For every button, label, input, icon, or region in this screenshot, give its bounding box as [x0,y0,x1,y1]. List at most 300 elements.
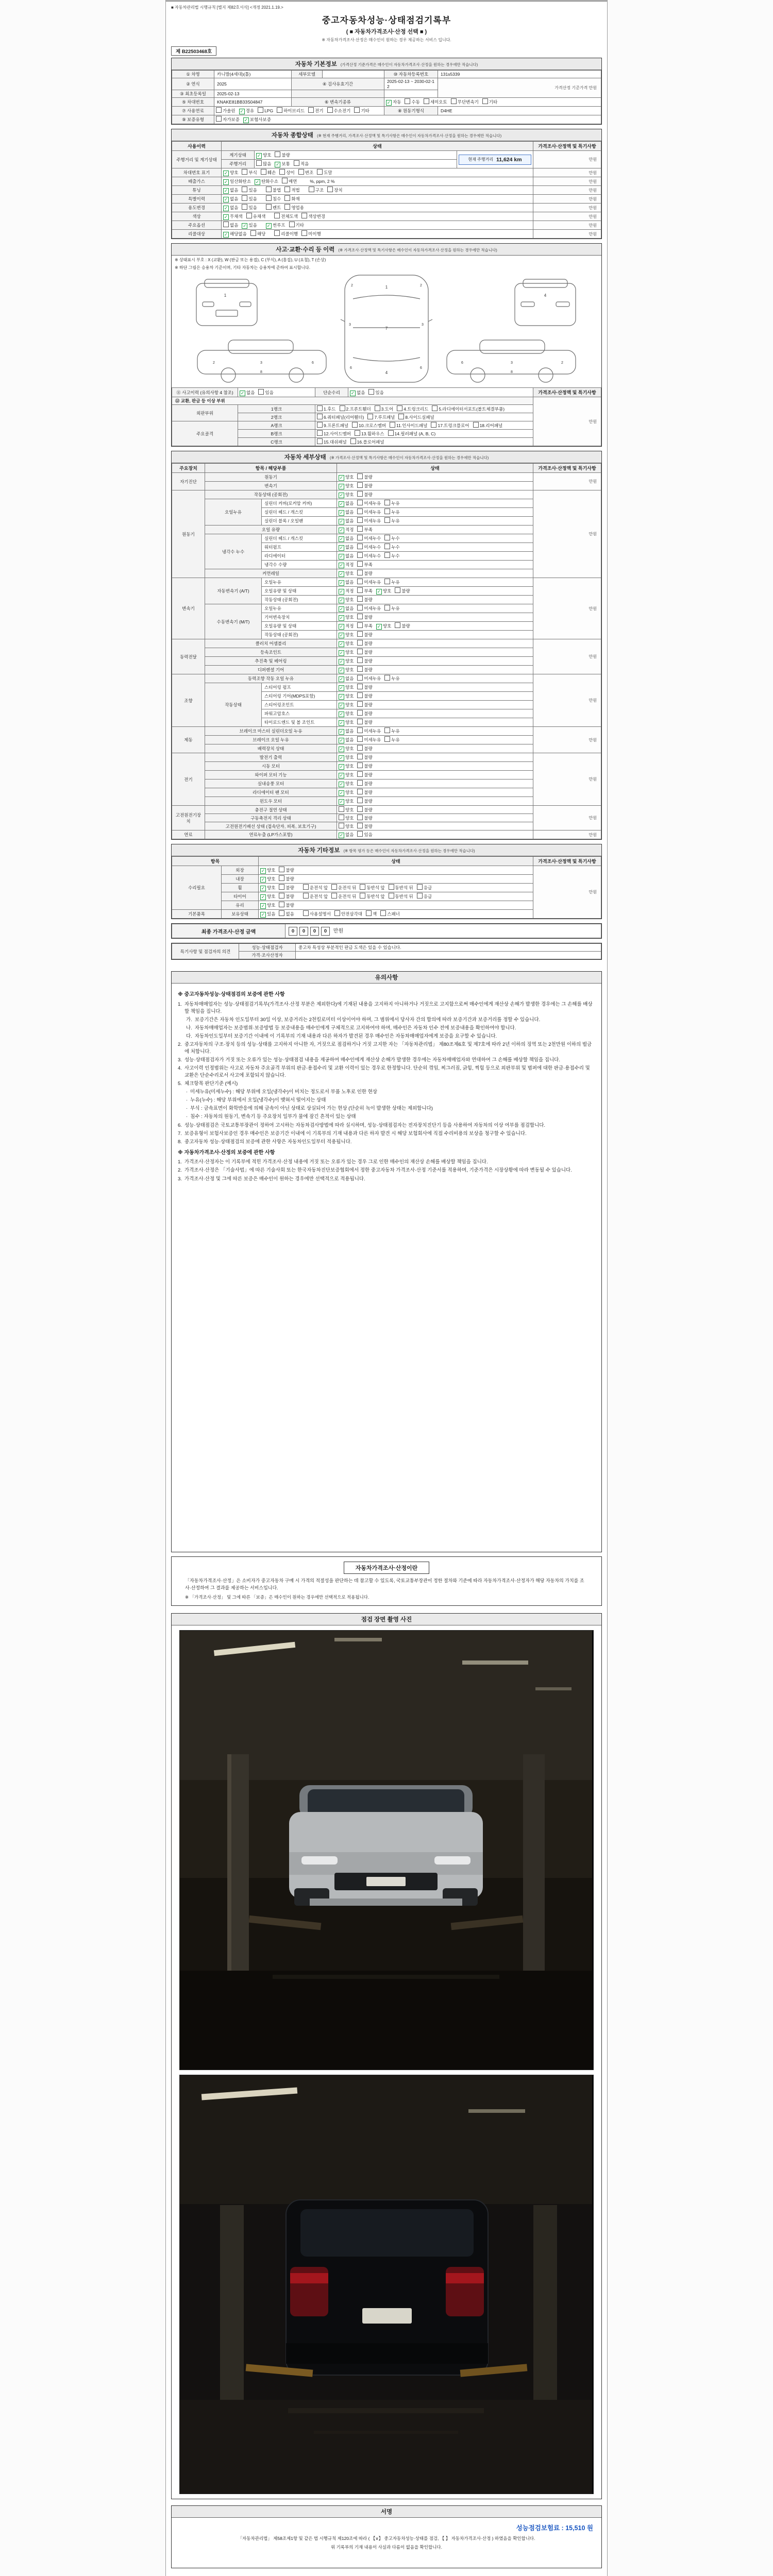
checkbox-option[interactable] [357,831,372,838]
checkbox-box[interactable] [284,195,290,201]
checkbox-box[interactable] [317,169,323,175]
checkbox-box[interactable]: ✓ [339,475,344,480]
checkbox-box[interactable]: ✓ [339,519,344,524]
checkbox-box[interactable] [395,587,400,593]
checkbox-box[interactable]: ✓ [339,755,344,760]
checkbox-option[interactable] [289,222,304,228]
checkbox-option[interactable] [266,222,285,229]
checkbox-box[interactable]: ✓ [377,589,381,594]
checkbox-option[interactable] [339,483,354,489]
checkbox-option[interactable] [384,509,399,515]
checkbox-box[interactable] [357,727,363,733]
checkbox-option[interactable] [357,526,372,533]
checkbox-option[interactable] [339,815,354,821]
checkbox-option[interactable] [384,544,399,550]
checkbox-box[interactable] [250,230,256,236]
checkbox-option[interactable] [284,195,299,202]
checkbox-box[interactable] [331,893,337,899]
checkbox-box[interactable] [279,902,284,907]
checkbox-option[interactable] [260,867,275,874]
checkbox-box[interactable] [246,213,252,218]
checkbox-box[interactable] [258,389,264,395]
checkbox-box[interactable]: ✓ [339,484,344,489]
checkbox-option[interactable] [260,902,275,909]
checkbox-option[interactable] [260,885,275,891]
checkbox-box[interactable] [327,187,333,192]
checkbox-option[interactable] [357,754,372,760]
checkbox-box[interactable] [279,893,284,899]
checkbox-option[interactable] [339,570,354,577]
checkbox-option[interactable] [339,728,354,735]
checkbox-box[interactable] [294,160,299,166]
checkbox-option[interactable] [339,737,354,743]
checkbox-option[interactable] [384,605,399,612]
checkbox-option[interactable] [357,622,372,629]
checkbox-box[interactable] [216,116,222,122]
checkbox-option[interactable] [482,98,497,105]
panel-item[interactable] [352,422,386,429]
checkbox-option[interactable] [260,911,275,918]
checkbox-option[interactable] [339,527,354,533]
checkbox-box[interactable]: ✓ [339,493,344,498]
checkbox-option[interactable] [331,884,356,891]
checkbox-option[interactable] [357,684,372,690]
checkbox-box[interactable] [384,605,390,611]
checkbox-option[interactable] [360,893,384,900]
panel-item[interactable] [317,405,336,412]
checkbox-box[interactable] [368,389,374,395]
checkbox-option[interactable] [242,187,257,193]
panel-item[interactable] [317,422,348,429]
panel-item[interactable] [432,405,505,412]
checkbox-box[interactable]: ✓ [339,720,344,725]
checkbox-option[interactable] [357,544,381,550]
checkbox-box[interactable] [357,684,363,689]
checkbox-box[interactable] [355,430,360,436]
checkbox-box[interactable] [357,831,363,837]
checkbox-option[interactable] [357,482,372,489]
checkbox-box[interactable] [266,187,272,192]
checkbox-box[interactable] [317,405,323,411]
checkbox-option[interactable] [368,389,383,396]
checkbox-box[interactable] [309,187,314,192]
checkbox-box[interactable] [357,622,363,628]
checkbox-box[interactable] [384,517,390,523]
checkbox-box[interactable]: ✓ [339,606,344,612]
checkbox-box[interactable] [357,544,363,549]
checkbox-option[interactable] [357,491,372,498]
checkbox-box[interactable]: ✓ [339,799,344,804]
checkbox-option[interactable] [256,152,271,159]
checkbox-option[interactable] [339,675,354,682]
checkbox-box[interactable]: ✓ [339,685,344,690]
checkbox-option[interactable] [277,107,305,114]
checkbox-option[interactable] [339,667,354,673]
checkbox-box[interactable] [357,579,363,584]
checkbox-option[interactable] [339,474,354,481]
checkbox-option[interactable] [339,535,354,542]
panel-item[interactable] [397,405,428,412]
checkbox-box[interactable]: ✓ [339,598,344,603]
checkbox-box[interactable] [473,422,479,428]
checkbox-box[interactable] [303,910,309,916]
checkbox-box[interactable] [451,98,457,104]
checkbox-option[interactable] [258,107,273,113]
checkbox-option[interactable] [384,727,399,734]
checkbox-box[interactable] [261,169,266,175]
checkbox-box[interactable]: ✓ [224,206,228,211]
checkbox-option[interactable] [339,597,354,603]
checkbox-box[interactable] [303,893,309,899]
checkbox-box[interactable] [274,230,280,236]
checkbox-option[interactable] [339,500,354,507]
checkbox-box[interactable] [303,884,309,890]
checkbox-option[interactable] [294,160,309,167]
checkbox-box[interactable] [357,719,363,724]
checkbox-option[interactable] [242,222,257,229]
checkbox-option[interactable] [250,230,265,237]
checkbox-option[interactable] [384,579,399,585]
checkbox-option[interactable] [350,389,365,396]
checkbox-option[interactable] [331,893,356,900]
checkbox-option[interactable] [216,116,240,123]
checkbox-option[interactable] [357,570,372,577]
checkbox-box[interactable] [258,107,263,113]
panel-item[interactable] [317,414,364,420]
checkbox-box[interactable] [357,473,363,479]
checkbox-box[interactable] [340,405,345,411]
checkbox-box[interactable] [275,151,280,157]
checkbox-box[interactable] [389,884,394,890]
checkbox-option[interactable] [357,605,381,612]
checkbox-option[interactable] [339,684,354,691]
checkbox-option[interactable] [339,640,354,647]
checkbox-box[interactable] [279,867,284,872]
checkbox-box[interactable] [298,169,304,175]
checkbox-option[interactable] [240,389,255,396]
checkbox-option[interactable] [279,867,294,873]
checkbox-option[interactable] [223,231,247,238]
checkbox-option[interactable] [260,893,275,900]
checkbox-option[interactable] [380,910,400,917]
checkbox-box[interactable] [357,701,363,707]
checkbox-box[interactable] [242,195,247,201]
checkbox-option[interactable] [360,884,384,891]
checkbox-option[interactable] [223,178,251,185]
panel-item[interactable] [473,422,503,429]
checkbox-box[interactable] [384,500,390,505]
checkbox-option[interactable] [339,632,354,638]
checkbox-option[interactable] [376,588,391,595]
checkbox-option[interactable] [376,623,391,630]
checkbox-box[interactable]: ✓ [339,668,344,673]
checkbox-box[interactable]: ✓ [261,868,265,873]
panel-item[interactable] [398,414,434,420]
checkbox-option[interactable] [223,222,238,228]
checkbox-option[interactable] [327,107,351,114]
checkbox-option[interactable] [357,815,372,821]
checkbox-box[interactable] [242,169,247,175]
checkbox-box[interactable] [357,657,363,663]
checkbox-box[interactable] [482,98,488,104]
checkbox-option[interactable] [258,389,273,396]
checkbox-option[interactable] [339,518,354,524]
checkbox-box[interactable] [317,422,323,428]
checkbox-option[interactable] [260,876,275,883]
checkbox-option[interactable] [357,823,372,829]
checkbox-box[interactable] [431,422,436,428]
checkbox-option[interactable] [357,771,372,778]
checkbox-option[interactable] [389,884,413,891]
checkbox-box[interactable] [417,893,423,899]
checkbox-option[interactable] [384,736,399,743]
checkbox-option[interactable] [417,893,432,900]
checkbox-box[interactable]: ✓ [224,197,228,202]
checkbox-option[interactable] [339,823,354,829]
checkbox-option[interactable] [279,902,294,908]
checkbox-box[interactable]: ✓ [224,232,228,237]
checkbox-option[interactable] [339,623,354,630]
checkbox-option[interactable] [357,552,381,559]
checkbox-option[interactable] [339,702,354,708]
checkbox-box[interactable] [384,509,390,514]
checkbox-box[interactable] [352,422,358,428]
checkbox-box[interactable] [357,614,363,619]
checkbox-option[interactable] [339,693,354,700]
checkbox-box[interactable]: ✓ [339,790,344,795]
checkbox-option[interactable] [366,910,377,917]
checkbox-option[interactable] [279,884,294,891]
checkbox-option[interactable] [386,99,401,106]
checkbox-option[interactable] [384,675,399,682]
checkbox-option[interactable] [357,579,381,585]
checkbox-box[interactable] [357,780,363,786]
panel-item[interactable] [317,430,351,437]
checkbox-box[interactable]: ✓ [339,633,344,638]
checkbox-box[interactable]: ✓ [224,188,228,193]
checkbox-box[interactable] [317,438,323,444]
checkbox-box[interactable]: ✓ [339,510,344,515]
checkbox-option[interactable] [339,614,354,621]
checkbox-box[interactable] [242,204,247,210]
checkbox-option[interactable] [357,614,372,620]
checkbox-box[interactable]: ✓ [339,580,344,585]
checkbox-box[interactable] [405,98,410,104]
checkbox-box[interactable] [284,204,290,210]
panel-item[interactable] [340,405,371,412]
checkbox-option[interactable] [357,692,372,699]
checkbox-option[interactable] [339,754,354,761]
checkbox-box[interactable] [388,430,394,436]
checkbox-box[interactable] [266,195,272,201]
checkbox-option[interactable] [274,213,298,219]
checkbox-box[interactable]: ✓ [257,153,261,158]
checkbox-option[interactable] [405,98,419,105]
checkbox-box[interactable] [390,422,395,428]
checkbox-box[interactable] [357,762,363,768]
checkbox-box[interactable]: ✓ [339,589,344,594]
checkbox-option[interactable] [424,98,447,105]
panel-item[interactable] [375,405,394,412]
checkbox-box[interactable] [357,815,363,820]
checkbox-box[interactable]: ✓ [339,729,344,734]
checkbox-box[interactable] [389,893,394,899]
checkbox-option[interactable] [357,745,372,752]
checkbox-option[interactable] [357,719,372,725]
checkbox-option[interactable] [339,588,354,595]
checkbox-box[interactable]: ✓ [224,214,228,219]
checkbox-option[interactable] [384,517,399,524]
checkbox-option[interactable] [384,535,399,541]
checkbox-option[interactable] [417,884,432,891]
checkbox-option[interactable] [357,631,372,638]
checkbox-option[interactable] [357,806,372,813]
checkbox-option[interactable] [223,170,238,176]
checkbox-box[interactable] [357,561,363,567]
checkbox-box[interactable] [357,649,363,654]
checkbox-box[interactable]: ✓ [339,833,344,838]
checkbox-box[interactable]: ✓ [339,764,344,769]
checkbox-option[interactable] [266,204,281,211]
checkbox-option[interactable] [223,213,243,220]
checkbox-box[interactable] [357,491,363,497]
checkbox-box[interactable] [284,187,290,192]
checkbox-option[interactable] [339,649,354,656]
checkbox-box[interactable]: ✓ [339,501,344,506]
checkbox-box[interactable]: ✓ [339,536,344,541]
checkbox-option[interactable] [339,832,354,838]
checkbox-option[interactable] [327,187,342,193]
checkbox-option[interactable] [279,910,294,917]
checkbox-box[interactable] [350,438,356,444]
checkbox-box[interactable]: ✓ [339,624,344,629]
checkbox-box[interactable]: ✓ [261,903,265,908]
checkbox-box[interactable] [277,107,282,113]
checkbox-box[interactable] [384,544,390,549]
checkbox-option[interactable] [301,213,325,219]
checkbox-box[interactable]: ✓ [339,773,344,778]
checkbox-option[interactable] [357,657,372,664]
checkbox-option[interactable] [275,161,290,167]
checkbox-box[interactable]: ✓ [240,390,245,396]
checkbox-box[interactable] [331,884,337,890]
checkbox-box[interactable] [339,815,344,820]
checkbox-option[interactable] [282,178,297,184]
checkbox-option[interactable] [275,151,290,158]
checkbox-box[interactable] [357,710,363,716]
checkbox-option[interactable] [298,169,313,176]
checkbox-option[interactable] [339,605,354,612]
checkbox-option[interactable] [308,107,323,114]
checkbox-option[interactable] [354,107,369,114]
checkbox-box[interactable] [279,169,285,175]
checkbox-option[interactable] [243,116,271,123]
checkbox-box[interactable] [339,823,344,828]
checkbox-box[interactable] [384,552,390,558]
checkbox-option[interactable] [357,798,372,804]
checkbox-box[interactable]: ✓ [240,109,244,114]
checkbox-option[interactable] [339,492,354,498]
checkbox-box[interactable]: ✓ [339,571,344,577]
checkbox-box[interactable]: ✓ [339,545,344,550]
checkbox-option[interactable] [339,763,354,770]
checkbox-box[interactable] [357,570,363,575]
checkbox-option[interactable] [256,160,271,167]
checkbox-box[interactable] [289,222,295,227]
checkbox-box[interactable] [357,552,363,558]
checkbox-box[interactable] [317,430,323,436]
checkbox-option[interactable] [339,509,354,516]
checkbox-option[interactable] [384,552,399,559]
checkbox-box[interactable] [367,414,373,419]
checkbox-box[interactable]: ✓ [339,641,344,647]
checkbox-box[interactable]: ✓ [339,676,344,682]
checkbox-box[interactable] [357,754,363,759]
checkbox-option[interactable] [223,205,238,211]
checkbox-box[interactable] [357,823,363,828]
checkbox-option[interactable] [357,587,372,594]
checkbox-box[interactable] [360,884,365,890]
checkbox-option[interactable] [357,675,381,682]
checkbox-box[interactable] [424,98,429,104]
checkbox-box[interactable] [279,875,284,881]
checkbox-option[interactable] [255,178,278,185]
checkbox-box[interactable] [384,535,390,540]
checkbox-option[interactable] [279,893,294,900]
checkbox-option[interactable] [451,98,479,105]
checkbox-option[interactable] [357,640,372,647]
checkbox-option[interactable] [357,596,372,603]
checkbox-box[interactable]: ✓ [339,694,344,699]
checkbox-option[interactable] [357,727,381,734]
checkbox-box[interactable]: ✓ [339,563,344,568]
checkbox-option[interactable] [301,230,321,237]
checkbox-box[interactable] [357,789,363,794]
checkbox-option[interactable] [357,762,372,769]
checkbox-box[interactable] [216,107,222,113]
panel-item[interactable] [317,438,347,445]
checkbox-option[interactable] [339,745,354,752]
checkbox-box[interactable] [357,736,363,742]
panel-item[interactable] [350,438,384,445]
checkbox-box[interactable] [357,771,363,777]
checkbox-box[interactable] [327,107,333,113]
checkbox-option[interactable] [395,622,410,629]
checkbox-option[interactable] [339,553,354,560]
checkbox-box[interactable] [223,222,229,227]
checkbox-option[interactable] [357,736,381,743]
checkbox-box[interactable] [357,526,363,532]
checkbox-box[interactable] [357,500,363,505]
panel-item[interactable] [367,414,395,420]
checkbox-box[interactable]: ✓ [339,711,344,717]
checkbox-option[interactable] [339,562,354,568]
panel-item[interactable] [390,422,427,429]
checkbox-option[interactable] [357,500,381,506]
checkbox-option[interactable] [216,107,236,114]
checkbox-option[interactable] [339,719,354,726]
checkbox-box[interactable] [357,535,363,540]
checkbox-option[interactable] [339,806,354,813]
checkbox-option[interactable] [284,187,299,193]
checkbox-box[interactable] [279,910,284,916]
checkbox-box[interactable]: ✓ [339,615,344,620]
checkbox-option[interactable] [242,169,257,176]
checkbox-option[interactable] [317,169,332,176]
panel-item[interactable] [355,430,384,437]
checkbox-box[interactable]: ✓ [224,171,228,176]
checkbox-option[interactable] [339,798,354,805]
